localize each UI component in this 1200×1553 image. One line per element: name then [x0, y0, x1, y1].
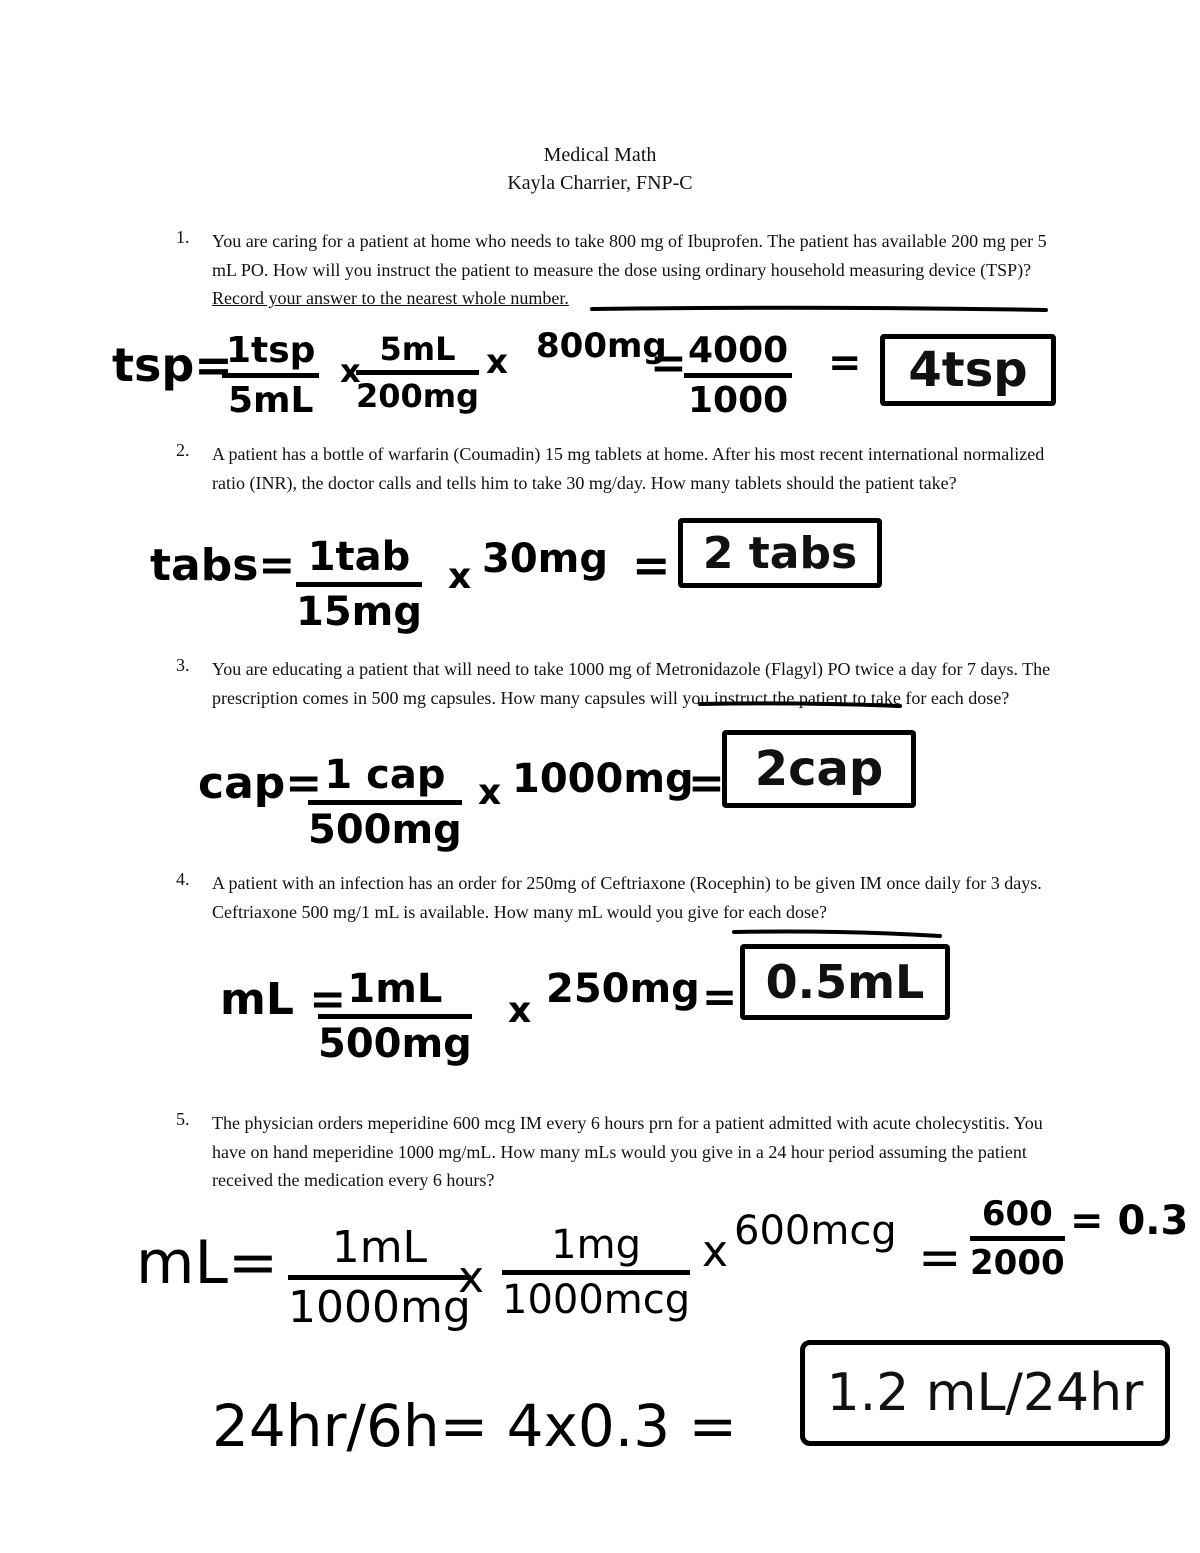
- q2-fraction-1-numerator: 1tab: [296, 534, 422, 587]
- q5-fraction-2-denominator: 1000mcg: [502, 1277, 691, 1323]
- page-title: Medical Math: [543, 144, 657, 166]
- q5-fraction-3-numerator: 600: [970, 1194, 1065, 1241]
- question-2-number: 2.: [176, 440, 190, 460]
- q5-equals: =: [918, 1228, 962, 1288]
- q5-answer-box: 1.2 mL/24hr: [800, 1340, 1170, 1446]
- q4-answer-box: 0.5mL: [740, 944, 950, 1020]
- q1-fraction-2-denominator: 200mg: [356, 377, 480, 415]
- q2-multiplier: 30mg: [482, 536, 608, 582]
- question-3-number: 3.: [176, 655, 190, 675]
- question-4-number: 4.: [176, 869, 190, 889]
- q3-lhs: cap=: [198, 758, 323, 809]
- q5-fraction-3-denominator: 2000: [970, 1243, 1065, 1283]
- q2-equals: =: [632, 538, 671, 592]
- question-2-text: A patient has a bottle of warfarin (Coumadin) 15 mg tablets at home. After his most recent international normalized ratio (INR), the doctor calls and tells him to take 30 mg/day. How many tablets should the patient take?: [212, 444, 1045, 493]
- q1-multiplier: 800mg: [536, 326, 667, 366]
- q1-multiply-1: x: [340, 352, 361, 390]
- q5-fraction-2-numerator: 1mg: [502, 1222, 690, 1275]
- q4-lhs: mL =: [220, 974, 347, 1025]
- q1-multiply-2: x: [486, 342, 508, 382]
- question-1-number: 1.: [176, 227, 190, 247]
- q3-equals: =: [688, 758, 725, 809]
- q3-fraction-1-numerator: 1 cap: [308, 752, 462, 805]
- question-5-text: The physician orders meperidine 600 mcg IM every 6 hours prn for a patient admitted with acute cholecystitis. You have on hand meperidine 1000 mg/mL. How many mLs would you give in a 24 hour period assuming the patient received the medication every 6 hours?: [212, 1113, 1043, 1190]
- q4-equals: =: [702, 972, 738, 1021]
- q3-fraction-1-denominator: 500mg: [308, 807, 462, 853]
- q1-fraction-3-numerator: 4000: [684, 330, 792, 378]
- q2-fraction-1-denominator: 15mg: [296, 589, 422, 635]
- question-3-text: You are educating a patient that will need to take 1000 mg of Metronidazole (Flagyl) PO twice a day for 7 days. The prescription comes in 500 mg capsules. How many capsules will you instruct the patient to take for each dose?: [212, 659, 1051, 708]
- question-1-text-main: You are caring for a patient at home who needs to take 800 mg of Ibuprofen. The patient has available 200 mg per 5 mL PO. How will you instruct the patient to measure the dose using ordinary household measuring device (TSP)?: [212, 231, 1047, 280]
- q1-fraction-1-denominator: 5mL: [227, 380, 314, 421]
- q4-multiplier: 250mg: [546, 966, 700, 1012]
- question-1-instruction: Record your answer to the nearest whole number.: [212, 288, 569, 308]
- q4-fraction-1-denominator: 500mg: [318, 1021, 472, 1067]
- q4-fraction-1-numerator: 1mL: [318, 966, 472, 1019]
- question-4-text: A patient with an infection has an order for 250mg of Ceftriaxone (Rocephin) to be given IM once daily for 3 days. Ceftriaxone 500 mg/1 mL is available. How many mL would you give for each dose?: [212, 873, 1042, 922]
- q5-multiplier: 600mcg: [734, 1208, 897, 1254]
- q2-answer-box: 2 tabs: [678, 518, 882, 588]
- author-line: Kayla Charrier, FNP-C: [507, 172, 693, 194]
- q5-fraction-1-numerator: 1mL: [288, 1222, 471, 1280]
- q1-answer-box: 4tsp: [880, 334, 1056, 406]
- q1-fraction-3-denominator: 1000: [688, 380, 789, 421]
- question-5-number: 5.: [176, 1109, 190, 1129]
- q2-multiply: x: [448, 556, 472, 597]
- q5-line-2: 24hr/6h= 4x0.3 =: [212, 1392, 738, 1460]
- q1-fraction-1-numerator: 1tsp: [222, 330, 319, 378]
- q5-multiply-1: x: [458, 1252, 485, 1303]
- q1-equals: =: [650, 338, 687, 389]
- q5-result: = 0.3: [1070, 1198, 1189, 1244]
- q4-multiply: x: [508, 990, 532, 1031]
- q1-fraction-2-numerator: 5mL: [356, 330, 479, 375]
- q5-fraction-1-denominator: 1000mg: [288, 1282, 471, 1333]
- q2-lhs: tabs=: [150, 540, 296, 591]
- q5-multiply-2: x: [702, 1226, 729, 1277]
- q3-multiply: x: [478, 772, 502, 813]
- q3-multiplier: 1000mg: [512, 756, 694, 802]
- q5-lhs: mL=: [136, 1228, 279, 1298]
- q1-lhs: tsp=: [112, 338, 233, 392]
- q3-answer-box: 2cap: [722, 730, 916, 808]
- q1-equals-2: =: [828, 340, 862, 386]
